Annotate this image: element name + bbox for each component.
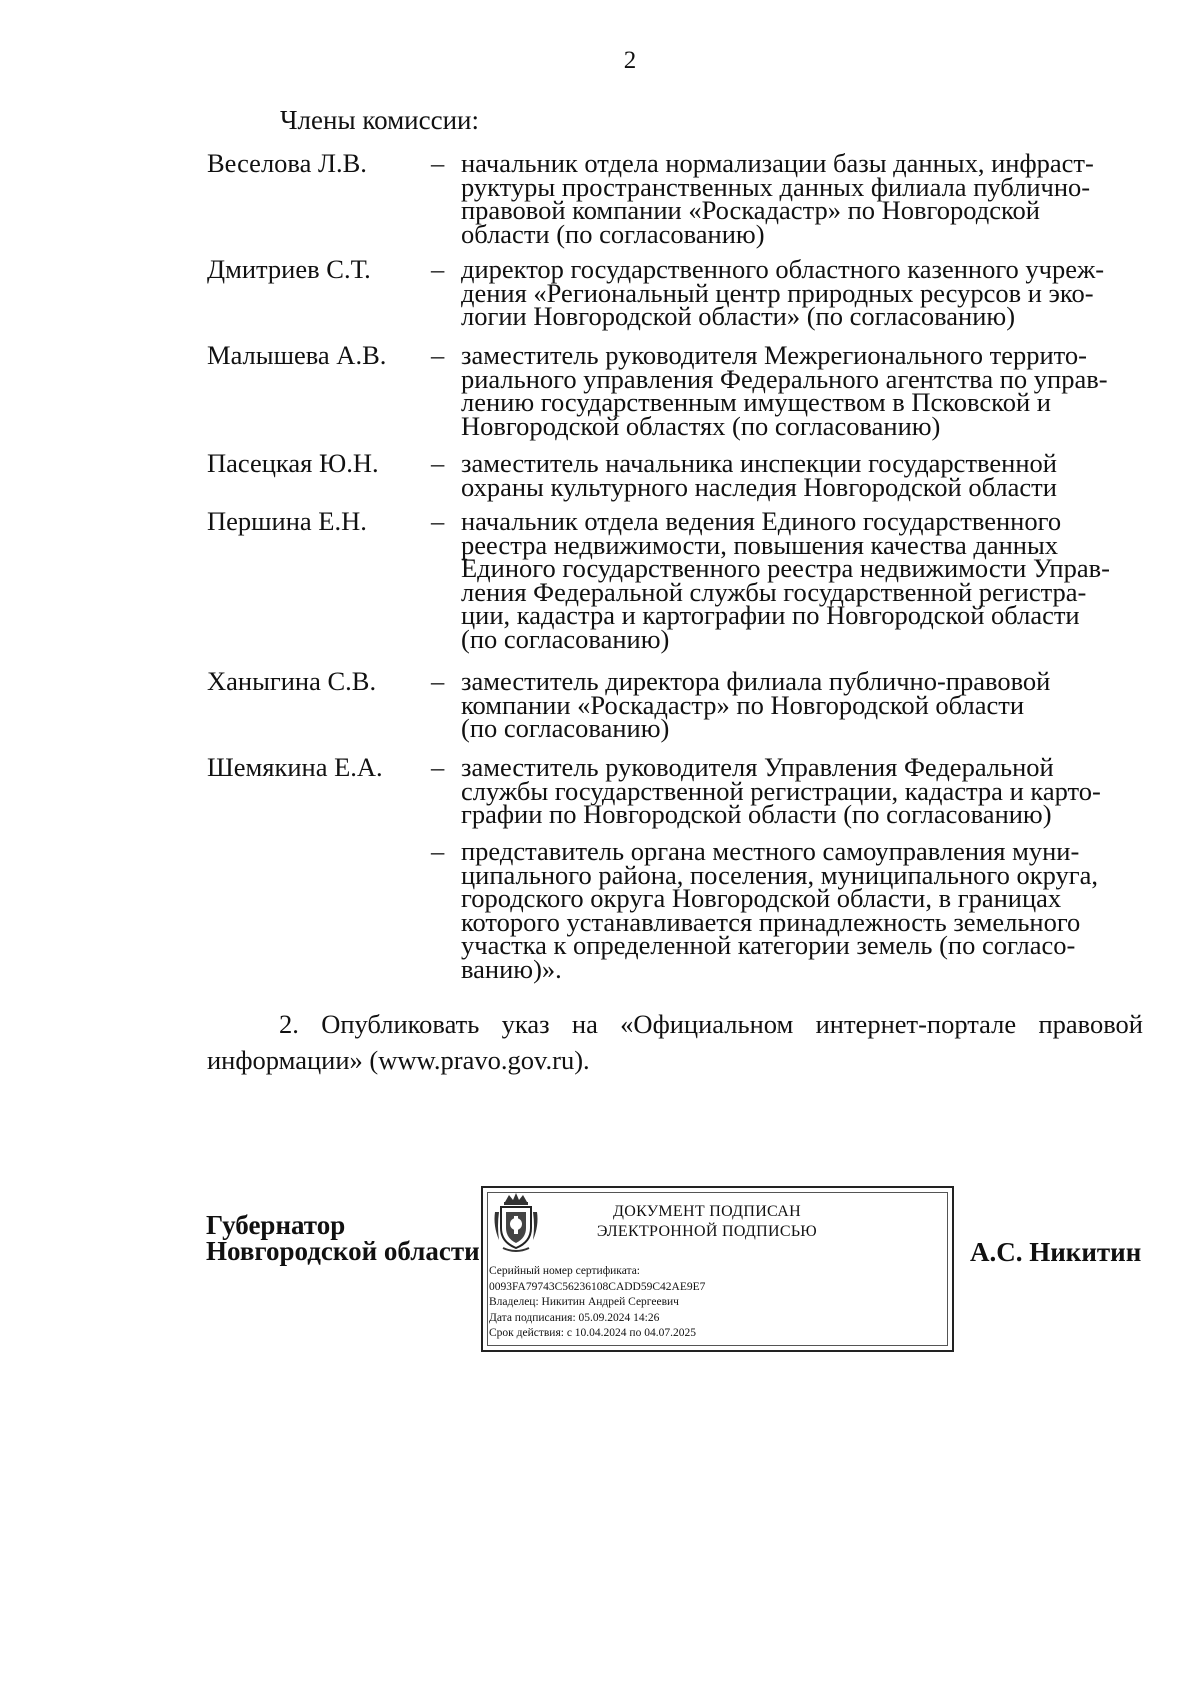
member-name: Шемякина Е.А. bbox=[207, 752, 383, 782]
stamp-owner: Владелец: Никитин Андрей Сергеевич bbox=[489, 1296, 679, 1308]
member-description-line: риального управления Федерального агентства по управ- bbox=[461, 363, 1108, 394]
member-description-line: городского округа Новгородской области, в границах bbox=[461, 883, 1062, 913]
member-dash: – bbox=[431, 448, 445, 478]
stamp-details bbox=[489, 1264, 705, 1342]
member-description-line: участка к определенной категории земель (по согласо- bbox=[461, 930, 1076, 960]
member-dash: – bbox=[431, 506, 445, 536]
member-description-line: (по согласованию) bbox=[461, 713, 670, 743]
member-description bbox=[461, 666, 1131, 743]
member-description-line: заместитель руководителя Управления Федеральной bbox=[461, 752, 1054, 782]
member-description-line: директор государственного областного казенного учреж- bbox=[461, 254, 1105, 284]
member-description-line: заместитель руководителя Межрегионального террито- bbox=[461, 340, 1087, 370]
member-description-line: области (по согласованию) bbox=[461, 218, 765, 249]
member-description-line: службы государственной регистрации, кадастра и карто- bbox=[461, 775, 1101, 806]
member-description-line: логии Новгородской области» (по согласованию) bbox=[461, 301, 1016, 331]
member-description bbox=[461, 448, 1131, 502]
member-dash: – bbox=[431, 254, 445, 284]
stamp-cert-number: 0093FA79743C56236108CADD59C42AE9E7 bbox=[489, 1280, 706, 1293]
page-number: 2 bbox=[623, 47, 637, 74]
member-description-line: ции, кадастра и картографии по Новгородской области bbox=[461, 600, 1080, 630]
stamp-heading bbox=[557, 1202, 857, 1242]
member-description bbox=[461, 340, 1131, 441]
governor-title-line-1: Губернатор bbox=[206, 1210, 346, 1240]
members-heading: Члены комиссии: bbox=[280, 105, 479, 135]
member-name: Першина Е.Н. bbox=[207, 506, 367, 536]
member-description-line: заместитель директора филиала публично-правовой bbox=[461, 666, 1051, 696]
publish-line-2: информации» (www.pravo.gov.ru). bbox=[207, 1045, 590, 1075]
member-dash: – bbox=[431, 752, 445, 782]
member-description-line: Новгородской областях (по согласованию) bbox=[461, 410, 941, 441]
member-name: Веселова Л.В. bbox=[207, 148, 367, 178]
member-description-line: графии по Новгородской области (по согласованию) bbox=[461, 799, 1052, 829]
member-description-line: реестра недвижимости, повышения качества данных bbox=[461, 529, 1059, 560]
stamp-heading-line-1: ДОКУМЕНТ ПОДПИСАН bbox=[613, 1203, 801, 1220]
member-description-line: заместитель начальника инспекции государственной bbox=[461, 448, 1057, 478]
stamp-cert-label: Серийный номер сертификата: bbox=[489, 1265, 640, 1277]
member-description-line: начальник отдела ведения Единого государственного bbox=[461, 506, 1062, 536]
member-name: Малышева А.В. bbox=[207, 340, 387, 370]
member-name: Дмитриев С.Т. bbox=[207, 254, 371, 284]
stamp-signed-date: Дата подписания: 05.09.2024 14:26 bbox=[489, 1311, 660, 1324]
coat-of-arms-icon bbox=[491, 1192, 541, 1254]
stamp-heading-line-2: ЭЛЕКТРОННОЙ ПОДПИСЬЮ bbox=[596, 1223, 818, 1240]
member-description bbox=[461, 148, 1131, 249]
member-name: Пасецкая Ю.Н. bbox=[207, 448, 379, 478]
member-description-line: лению государственным имуществом в Псковской и bbox=[461, 387, 1051, 417]
member-description-line: руктуры пространственных данных филиала публично- bbox=[461, 171, 1091, 202]
member-description-line: начальник отдела нормализации базы данных, инфраст- bbox=[461, 148, 1094, 178]
governor-title bbox=[206, 1212, 480, 1264]
member-description-line: представитель органа местного самоуправления муни- bbox=[461, 836, 1080, 866]
member-description bbox=[461, 752, 1131, 829]
member-description-line: правовой компании «Роскадастр» по Новгородской bbox=[461, 195, 1040, 225]
member-description-line: ления Федеральной службы государственной регистра- bbox=[461, 576, 1087, 607]
member-description-line: охраны культурного наследия Новгородской области bbox=[461, 471, 1057, 502]
stamp-validity: Срок действия: с 10.04.2024 по 04.07.2025 bbox=[489, 1327, 696, 1339]
member-name: Ханыгина С.В. bbox=[207, 666, 377, 696]
member-dash: – bbox=[431, 836, 445, 866]
member-dash: – bbox=[431, 148, 445, 178]
member-description-line: дения «Региональный центр природных ресурсов и эко- bbox=[461, 277, 1094, 308]
member-description-line: ципального района, поселения, муниципального округа, bbox=[461, 859, 1099, 890]
member-dash: – bbox=[431, 340, 445, 370]
governor-name: А.С. Никитин bbox=[970, 1237, 1142, 1267]
member-description-line: ванию)». bbox=[461, 953, 562, 984]
publish-line-1: 2. Опубликовать указ на «Официальном интернет-портале правовой bbox=[279, 1009, 1143, 1039]
member-description bbox=[461, 254, 1131, 331]
member-description-line: Единого государственного реестра недвижимости Управ- bbox=[461, 553, 1110, 583]
member-dash: – bbox=[431, 666, 445, 696]
member-description bbox=[461, 836, 1131, 984]
member-description-line: компании «Роскадастр» по Новгородской области bbox=[461, 689, 1024, 720]
governor-title-line-2: Новгородской области bbox=[206, 1236, 480, 1266]
member-description-line: (по согласованию) bbox=[461, 623, 670, 654]
member-description bbox=[461, 506, 1131, 654]
publish-paragraph bbox=[207, 1006, 1143, 1078]
electronic-signature-stamp bbox=[481, 1186, 954, 1352]
member-description-line: которого устанавливается принадлежность земельного bbox=[461, 906, 1081, 937]
